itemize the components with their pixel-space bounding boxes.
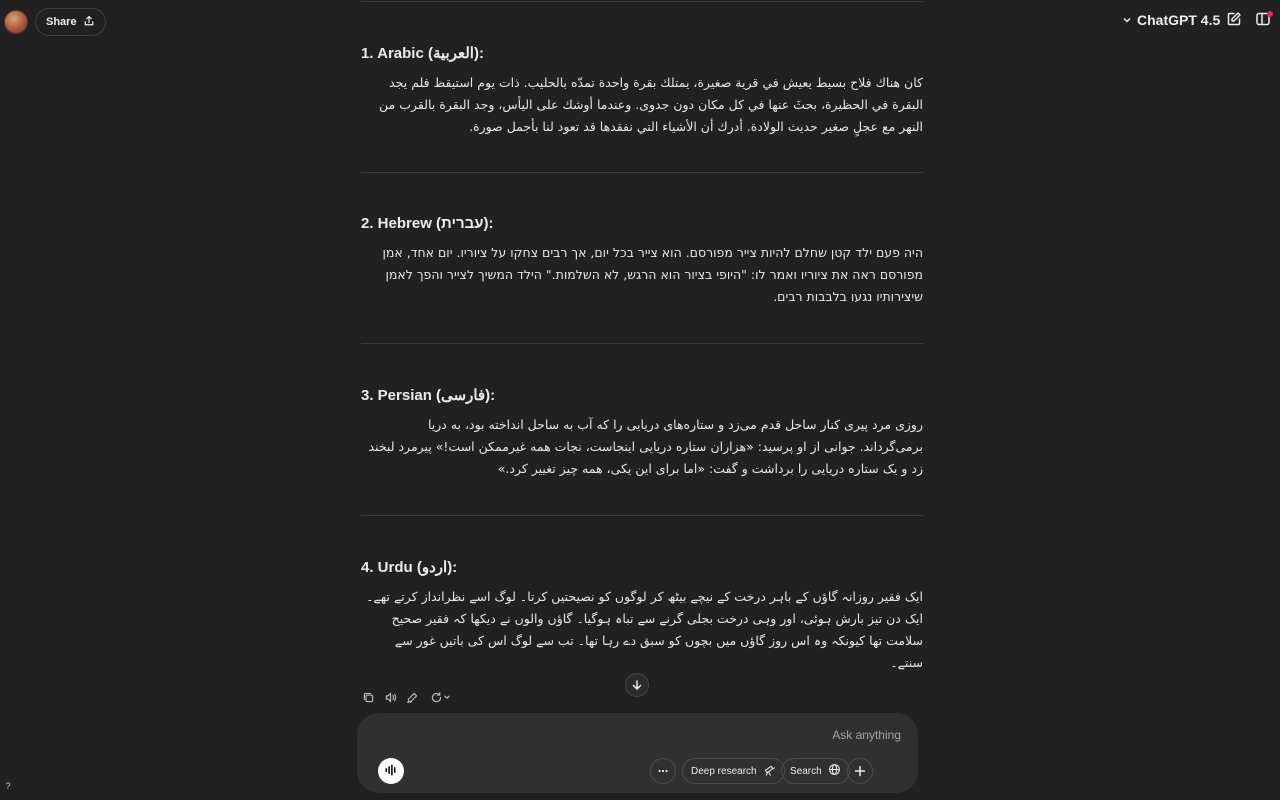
divider: [361, 343, 923, 344]
deep-research-button[interactable]: [682, 758, 785, 784]
voice-wave-icon: [384, 762, 398, 781]
new-chat-button[interactable]: [1224, 11, 1244, 31]
story-section: [361, 386, 923, 480]
voice-mode-button[interactable]: [378, 758, 404, 784]
avatar[interactable]: [4, 10, 28, 34]
search-button[interactable]: [781, 758, 850, 784]
section-heading: 2. Hebrew (עברית):: [361, 215, 494, 232]
composer: [357, 713, 918, 793]
section-heading: 4. Urdu (اردو):: [361, 559, 458, 576]
plus-icon: [854, 762, 866, 781]
share-button[interactable]: [35, 8, 106, 36]
chevron-down-icon: [1122, 12, 1132, 28]
notification-dot: [1267, 11, 1273, 17]
copy-button[interactable]: [361, 690, 375, 704]
deep-research-label: Deep research: [691, 765, 757, 777]
search-label: Search: [790, 765, 822, 777]
section-body: روزی مرد پیری کنار ساحل قدم می‌زد و ستاره‌های دریایی را که آب به ساحل انداخته بود، به دریا برمی‌گرداند. جوانی از او پرسید: «هزاران ستاره دریایی اینجاست، نجات همه غیرممکن است!» پیرمرد لبخند زد و یک ستاره دریایی را برداشت و گفت: «اما برای این یکی، همه چیز تغییر کرد.»: [368, 417, 923, 476]
more-tools-button[interactable]: [650, 758, 676, 784]
section-body: كان هناك فلاح بسيط يعيش في قرية صغيرة، يمتلك بقرة واحدة تمدّه بالحليب. ذات يوم استيقظ فلم يجد البقرة في الحظيرة، بحثَ عنها في كل مكان دون جدوى. وعندما أوشك على اليأس، وجد البقرة بالقرب من النهر مع عجلٍ صغير حديث الولادة. أدرك أن الأشياء التي نفقدها قد تعود لنا بأجمل صورة.: [379, 75, 923, 134]
help-button[interactable]: ?: [5, 781, 11, 791]
share-icon: [83, 15, 95, 30]
message-input[interactable]: [373, 725, 903, 745]
section-heading: 1. Arabic (العربية):: [361, 45, 484, 62]
ellipsis-icon: [657, 762, 669, 781]
scroll-to-bottom-button[interactable]: [625, 673, 649, 697]
model-name: ChatGPT 4.5: [1137, 12, 1221, 28]
divider: [361, 172, 923, 173]
edit-icon: [1226, 11, 1242, 31]
regenerate-button[interactable]: [427, 690, 453, 704]
section-body: היה פעם ילד קטן שחלם להיות צייר מפורסם. הוא צייר בכל יום, אך רבים צחקו על ציוריו. יום אחד, אמן מפורסם ראה את ציוריו ואמר לו: "היופי בציור הוא הרגש, לא השלמות." הילד המשיך לצייר והפך לאמן שיצירותיו נגעו בלבבות רבים.: [382, 245, 923, 304]
message-actions: [361, 690, 453, 704]
telescope-icon: [763, 763, 776, 779]
add-attachment-button[interactable]: [847, 758, 873, 784]
share-label: Share: [46, 16, 77, 28]
section-body: ایک فقیر روزانہ گاؤں کے باہر درخت کے نیچے بیٹھ کر لوگوں کو نصیحتیں کرتا۔ لوگ اسے نظرانداز کرتے تھے۔ ایک دن تیز بارش ہوئی، اور وہی درخت بجلی گرنے سے تباہ ہوگیا۔ گاؤں والوں نے دیکھا کہ فقیر صحیح سلامت تھا کیونکہ وہ اس روز گاؤں میں بچوں کو سبق دے رہا تھا۔ تب سے لوگ اس کی باتیں غور سے سنتے۔: [366, 589, 923, 670]
section-heading: 3. Persian (فارسی):: [361, 387, 496, 404]
story-section: [361, 558, 923, 674]
story-section: [361, 44, 923, 138]
arrow-down-icon: [631, 676, 643, 695]
divider: [361, 515, 923, 516]
globe-icon: [828, 763, 841, 779]
model-switcher[interactable]: [1122, 12, 1220, 28]
story-section: [361, 215, 923, 308]
edit-canvas-button[interactable]: [405, 690, 419, 704]
divider: [361, 1, 923, 2]
read-aloud-button[interactable]: [383, 690, 397, 704]
